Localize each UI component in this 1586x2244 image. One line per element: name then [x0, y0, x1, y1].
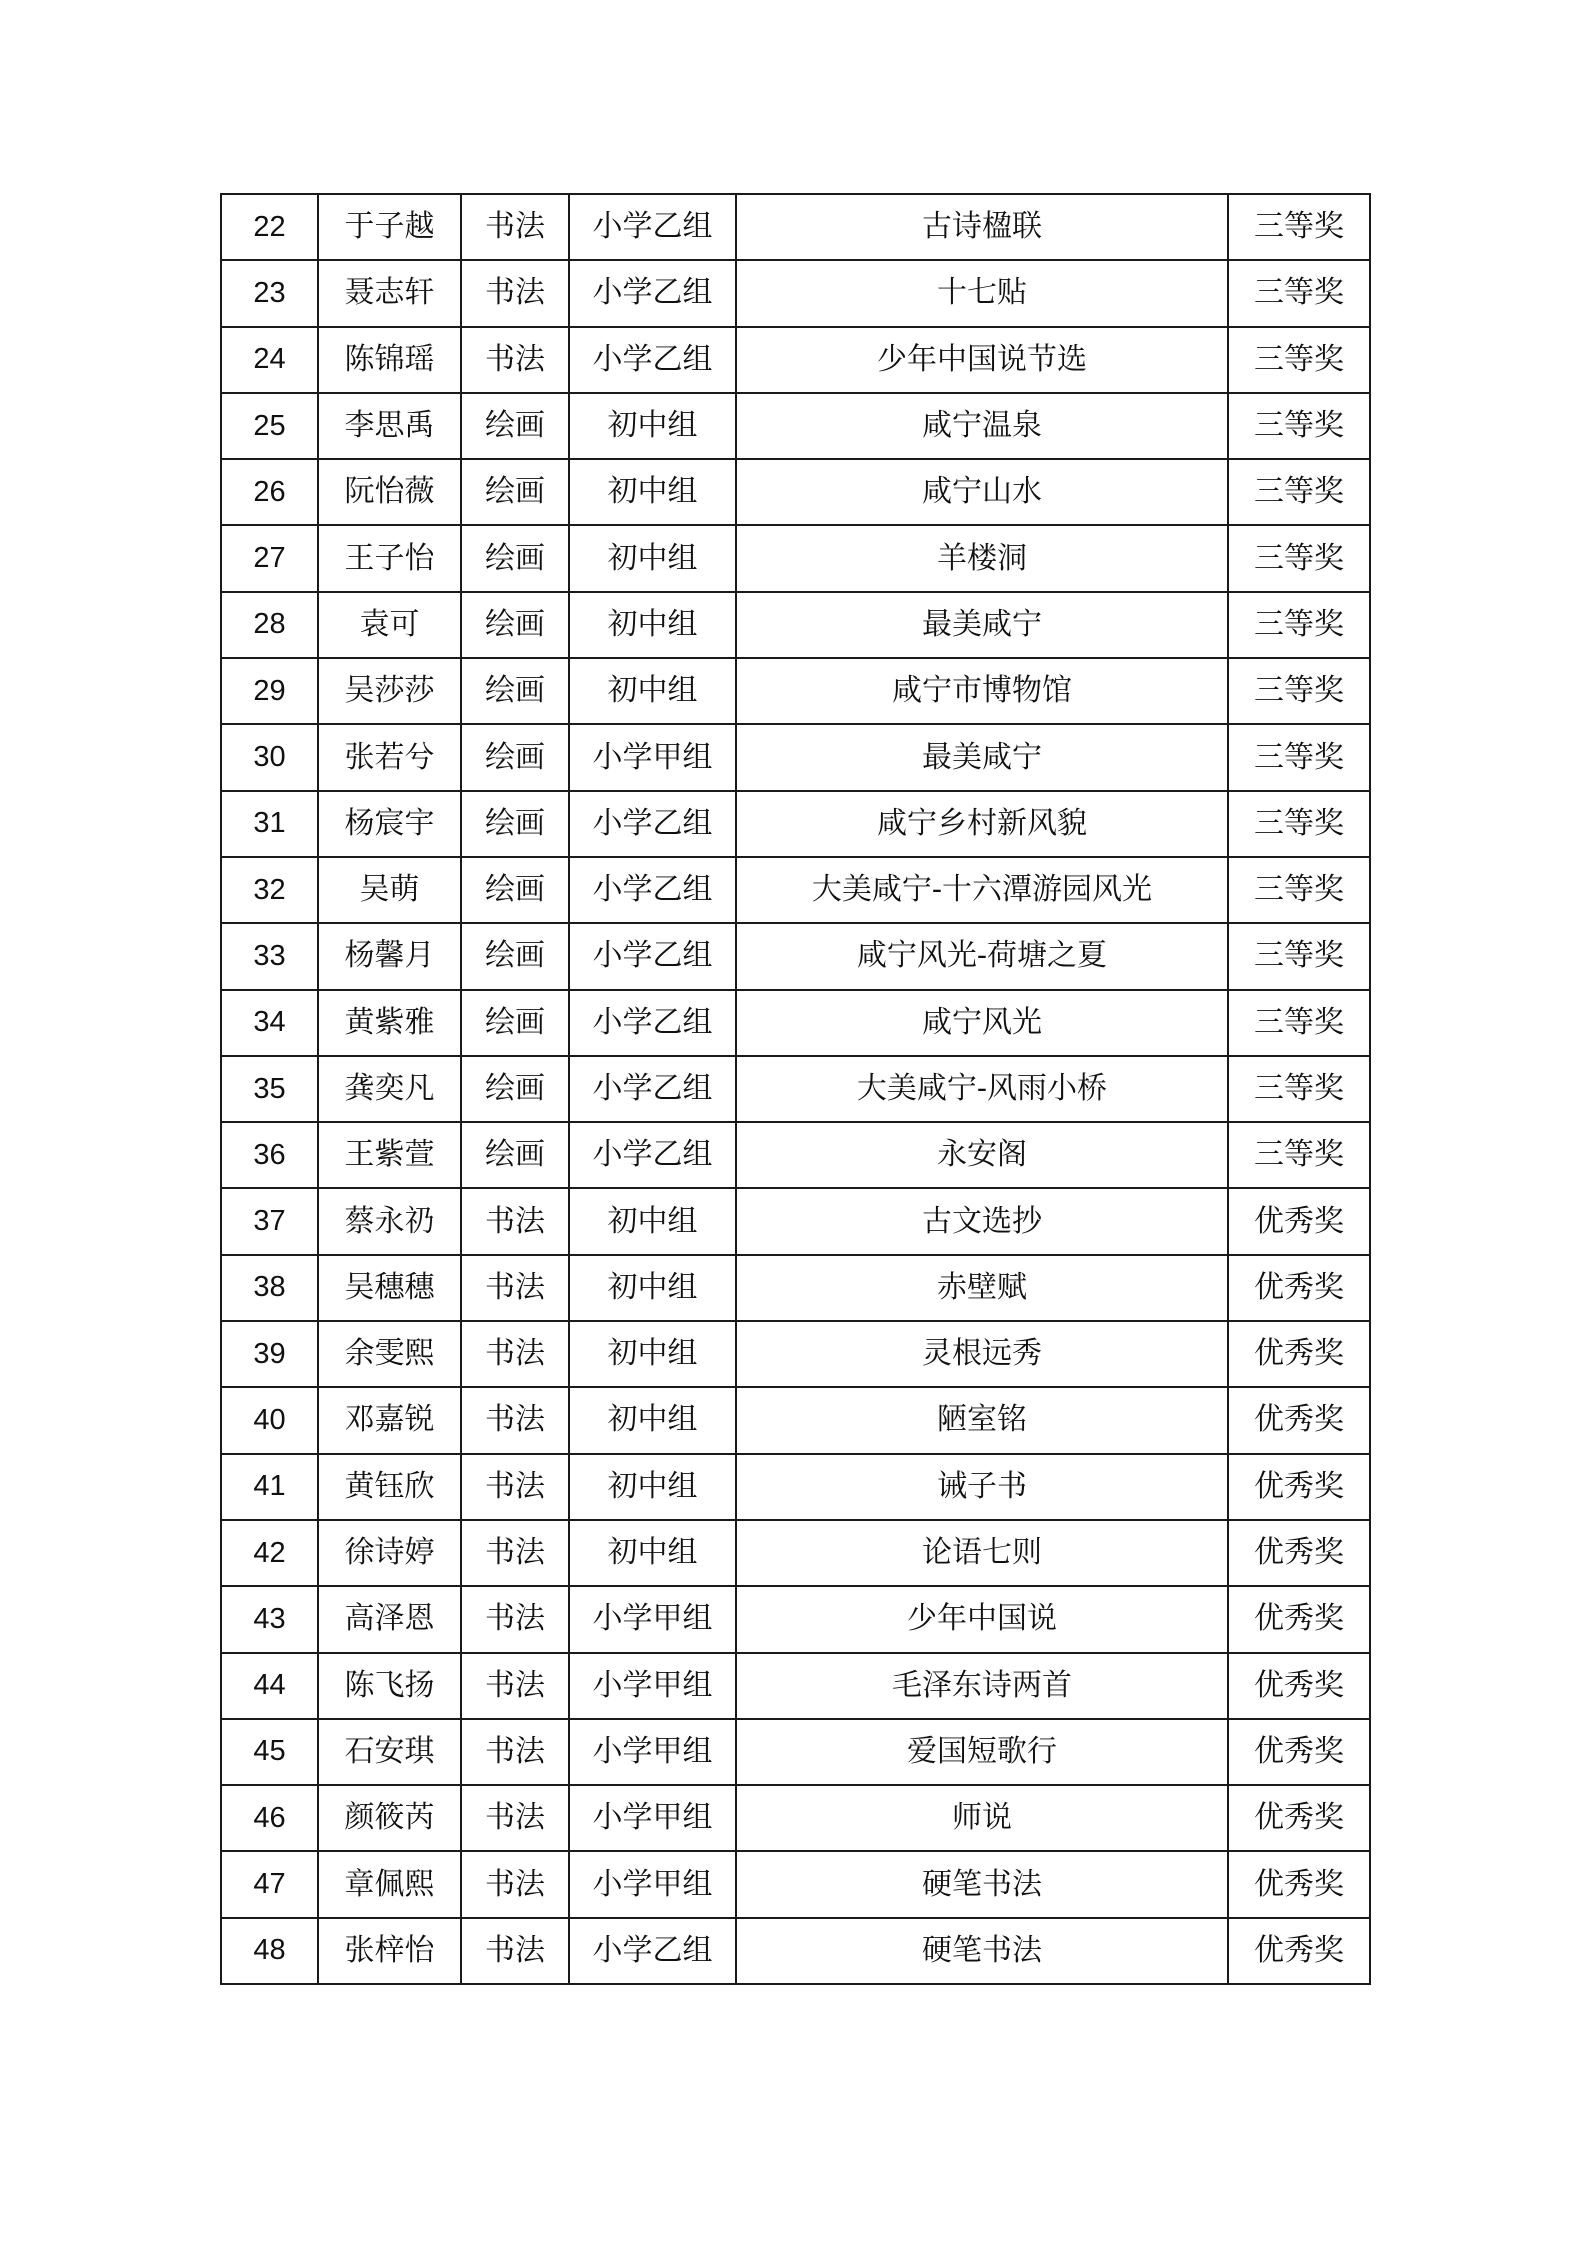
award-cell: 优秀奖	[1228, 1653, 1370, 1719]
table-row	[221, 592, 1370, 658]
table-row	[221, 260, 1370, 326]
student-name-cell: 黄紫雅	[318, 990, 461, 1056]
work-title-cell: 硬笔书法	[736, 1851, 1228, 1917]
work-title-cell: 咸宁风光-荷塘之夏	[736, 923, 1228, 989]
student-name-cell: 蔡永礽	[318, 1188, 461, 1254]
category-cell: 书法	[461, 260, 569, 326]
work-title-cell: 咸宁市博物馆	[736, 658, 1228, 724]
student-name-cell: 余雯熙	[318, 1321, 461, 1387]
table-row	[221, 1785, 1370, 1851]
award-cell: 三等奖	[1228, 1056, 1370, 1122]
award-cell: 三等奖	[1228, 393, 1370, 459]
group-cell: 小学甲组	[569, 1785, 736, 1851]
row-number-cell: 37	[221, 1188, 318, 1254]
table-row	[221, 1321, 1370, 1387]
group-cell: 初中组	[569, 1454, 736, 1520]
group-cell: 小学甲组	[569, 1653, 736, 1719]
row-number-cell: 25	[221, 393, 318, 459]
group-cell: 小学乙组	[569, 194, 736, 260]
category-cell: 绘画	[461, 393, 569, 459]
row-number-cell: 34	[221, 990, 318, 1056]
row-number-cell: 29	[221, 658, 318, 724]
work-title-cell: 爱国短歌行	[736, 1719, 1228, 1785]
category-cell: 绘画	[461, 857, 569, 923]
group-cell: 初中组	[569, 1387, 736, 1453]
work-title-cell: 最美咸宁	[736, 592, 1228, 658]
award-cell: 优秀奖	[1228, 1321, 1370, 1387]
group-cell: 小学甲组	[569, 1586, 736, 1652]
table-row	[221, 327, 1370, 393]
award-cell: 优秀奖	[1228, 1188, 1370, 1254]
group-cell: 初中组	[569, 525, 736, 591]
award-cell: 优秀奖	[1228, 1586, 1370, 1652]
table-row	[221, 1387, 1370, 1453]
category-cell: 书法	[461, 1918, 569, 1984]
category-cell: 绘画	[461, 525, 569, 591]
table-row	[221, 1122, 1370, 1188]
table-row	[221, 1454, 1370, 1520]
group-cell: 小学甲组	[569, 724, 736, 790]
student-name-cell: 袁可	[318, 592, 461, 658]
student-name-cell: 陈飞扬	[318, 1653, 461, 1719]
row-number-cell: 40	[221, 1387, 318, 1453]
group-cell: 小学乙组	[569, 327, 736, 393]
category-cell: 书法	[461, 1851, 569, 1917]
award-cell: 三等奖	[1228, 658, 1370, 724]
group-cell: 小学甲组	[569, 1719, 736, 1785]
category-cell: 书法	[461, 1321, 569, 1387]
awards-table	[220, 193, 1371, 1985]
award-cell: 优秀奖	[1228, 1520, 1370, 1586]
work-title-cell: 咸宁乡村新风貌	[736, 791, 1228, 857]
category-cell: 书法	[461, 1255, 569, 1321]
group-cell: 初中组	[569, 1188, 736, 1254]
category-cell: 绘画	[461, 724, 569, 790]
work-title-cell: 少年中国说	[736, 1586, 1228, 1652]
award-cell: 三等奖	[1228, 194, 1370, 260]
category-cell: 书法	[461, 1454, 569, 1520]
work-title-cell: 少年中国说节选	[736, 327, 1228, 393]
row-number-cell: 41	[221, 1454, 318, 1520]
row-number-cell: 27	[221, 525, 318, 591]
group-cell: 小学甲组	[569, 1851, 736, 1917]
award-cell: 三等奖	[1228, 724, 1370, 790]
category-cell: 绘画	[461, 459, 569, 525]
group-cell: 初中组	[569, 1321, 736, 1387]
table-row	[221, 1520, 1370, 1586]
row-number-cell: 35	[221, 1056, 318, 1122]
table-row	[221, 1851, 1370, 1917]
student-name-cell: 聂志轩	[318, 260, 461, 326]
row-number-cell: 24	[221, 327, 318, 393]
group-cell: 初中组	[569, 1520, 736, 1586]
row-number-cell: 32	[221, 857, 318, 923]
category-cell: 绘画	[461, 923, 569, 989]
group-cell: 小学乙组	[569, 923, 736, 989]
award-cell: 三等奖	[1228, 857, 1370, 923]
category-cell: 绘画	[461, 791, 569, 857]
group-cell: 小学乙组	[569, 260, 736, 326]
category-cell: 书法	[461, 1520, 569, 1586]
group-cell: 初中组	[569, 393, 736, 459]
category-cell: 绘画	[461, 1056, 569, 1122]
row-number-cell: 45	[221, 1719, 318, 1785]
table-row	[221, 791, 1370, 857]
row-number-cell: 31	[221, 791, 318, 857]
award-cell: 三等奖	[1228, 327, 1370, 393]
table-row	[221, 194, 1370, 260]
table-row	[221, 459, 1370, 525]
student-name-cell: 吴穗穗	[318, 1255, 461, 1321]
student-name-cell: 李思禹	[318, 393, 461, 459]
category-cell: 书法	[461, 327, 569, 393]
work-title-cell: 师说	[736, 1785, 1228, 1851]
category-cell: 书法	[461, 1387, 569, 1453]
work-title-cell: 大美咸宁-风雨小桥	[736, 1056, 1228, 1122]
work-title-cell: 硬笔书法	[736, 1918, 1228, 1984]
work-title-cell: 论语七则	[736, 1520, 1228, 1586]
work-title-cell: 咸宁温泉	[736, 393, 1228, 459]
student-name-cell: 王子怡	[318, 525, 461, 591]
group-cell: 初中组	[569, 658, 736, 724]
student-name-cell: 石安琪	[318, 1719, 461, 1785]
group-cell: 小学乙组	[569, 791, 736, 857]
awards-table-body	[221, 194, 1370, 1984]
category-cell: 绘画	[461, 592, 569, 658]
row-number-cell: 46	[221, 1785, 318, 1851]
table-row	[221, 724, 1370, 790]
student-name-cell: 高泽恩	[318, 1586, 461, 1652]
student-name-cell: 张梓怡	[318, 1918, 461, 1984]
work-title-cell: 诫子书	[736, 1454, 1228, 1520]
row-number-cell: 43	[221, 1586, 318, 1652]
award-cell: 三等奖	[1228, 791, 1370, 857]
student-name-cell: 邓嘉锐	[318, 1387, 461, 1453]
row-number-cell: 48	[221, 1918, 318, 1984]
table-row	[221, 393, 1370, 459]
row-number-cell: 33	[221, 923, 318, 989]
award-cell: 三等奖	[1228, 525, 1370, 591]
work-title-cell: 大美咸宁-十六潭游园风光	[736, 857, 1228, 923]
group-cell: 小学乙组	[569, 1122, 736, 1188]
row-number-cell: 30	[221, 724, 318, 790]
category-cell: 书法	[461, 1785, 569, 1851]
category-cell: 书法	[461, 1719, 569, 1785]
work-title-cell: 咸宁风光	[736, 990, 1228, 1056]
group-cell: 初中组	[569, 592, 736, 658]
award-cell: 三等奖	[1228, 1122, 1370, 1188]
student-name-cell: 张若兮	[318, 724, 461, 790]
award-cell: 优秀奖	[1228, 1785, 1370, 1851]
student-name-cell: 黄钰欣	[318, 1454, 461, 1520]
table-row	[221, 857, 1370, 923]
group-cell: 初中组	[569, 459, 736, 525]
student-name-cell: 徐诗婷	[318, 1520, 461, 1586]
work-title-cell: 灵根远秀	[736, 1321, 1228, 1387]
award-cell: 优秀奖	[1228, 1387, 1370, 1453]
work-title-cell: 十七贴	[736, 260, 1228, 326]
row-number-cell: 42	[221, 1520, 318, 1586]
student-name-cell: 杨宸宇	[318, 791, 461, 857]
row-number-cell: 23	[221, 260, 318, 326]
table-row	[221, 1653, 1370, 1719]
table-row	[221, 990, 1370, 1056]
category-cell: 绘画	[461, 1122, 569, 1188]
student-name-cell: 吴莎莎	[318, 658, 461, 724]
row-number-cell: 22	[221, 194, 318, 260]
row-number-cell: 38	[221, 1255, 318, 1321]
table-row	[221, 658, 1370, 724]
student-name-cell: 吴萌	[318, 857, 461, 923]
row-number-cell: 39	[221, 1321, 318, 1387]
group-cell: 小学乙组	[569, 990, 736, 1056]
category-cell: 绘画	[461, 990, 569, 1056]
table-row	[221, 1255, 1370, 1321]
category-cell: 绘画	[461, 658, 569, 724]
student-name-cell: 杨馨月	[318, 923, 461, 989]
category-cell: 书法	[461, 1586, 569, 1652]
category-cell: 书法	[461, 1188, 569, 1254]
category-cell: 书法	[461, 1653, 569, 1719]
award-cell: 优秀奖	[1228, 1918, 1370, 1984]
award-cell: 优秀奖	[1228, 1719, 1370, 1785]
category-cell: 书法	[461, 194, 569, 260]
work-title-cell: 古文选抄	[736, 1188, 1228, 1254]
award-cell: 三等奖	[1228, 592, 1370, 658]
row-number-cell: 26	[221, 459, 318, 525]
table-row	[221, 1918, 1370, 1984]
student-name-cell: 阮怡薇	[318, 459, 461, 525]
table-row	[221, 525, 1370, 591]
table-row	[221, 1719, 1370, 1785]
row-number-cell: 28	[221, 592, 318, 658]
work-title-cell: 永安阁	[736, 1122, 1228, 1188]
row-number-cell: 36	[221, 1122, 318, 1188]
student-name-cell: 陈锦瑶	[318, 327, 461, 393]
work-title-cell: 赤壁赋	[736, 1255, 1228, 1321]
group-cell: 小学乙组	[569, 1056, 736, 1122]
award-cell: 优秀奖	[1228, 1851, 1370, 1917]
award-cell: 优秀奖	[1228, 1454, 1370, 1520]
work-title-cell: 古诗楹联	[736, 194, 1228, 260]
work-title-cell: 咸宁山水	[736, 459, 1228, 525]
work-title-cell: 羊楼洞	[736, 525, 1228, 591]
work-title-cell: 陋室铭	[736, 1387, 1228, 1453]
award-cell: 三等奖	[1228, 459, 1370, 525]
award-cell: 优秀奖	[1228, 1255, 1370, 1321]
table-row	[221, 1188, 1370, 1254]
student-name-cell: 章佩熙	[318, 1851, 461, 1917]
student-name-cell: 王紫萱	[318, 1122, 461, 1188]
row-number-cell: 44	[221, 1653, 318, 1719]
student-name-cell: 龚奕凡	[318, 1056, 461, 1122]
row-number-cell: 47	[221, 1851, 318, 1917]
award-cell: 三等奖	[1228, 260, 1370, 326]
group-cell: 小学乙组	[569, 1918, 736, 1984]
student-name-cell: 于子越	[318, 194, 461, 260]
group-cell: 初中组	[569, 1255, 736, 1321]
work-title-cell: 毛泽东诗两首	[736, 1653, 1228, 1719]
work-title-cell: 最美咸宁	[736, 724, 1228, 790]
award-cell: 三等奖	[1228, 990, 1370, 1056]
table-row	[221, 923, 1370, 989]
table-row	[221, 1056, 1370, 1122]
award-cell: 三等奖	[1228, 923, 1370, 989]
table-row	[221, 1586, 1370, 1652]
student-name-cell: 颜筱芮	[318, 1785, 461, 1851]
group-cell: 小学乙组	[569, 857, 736, 923]
